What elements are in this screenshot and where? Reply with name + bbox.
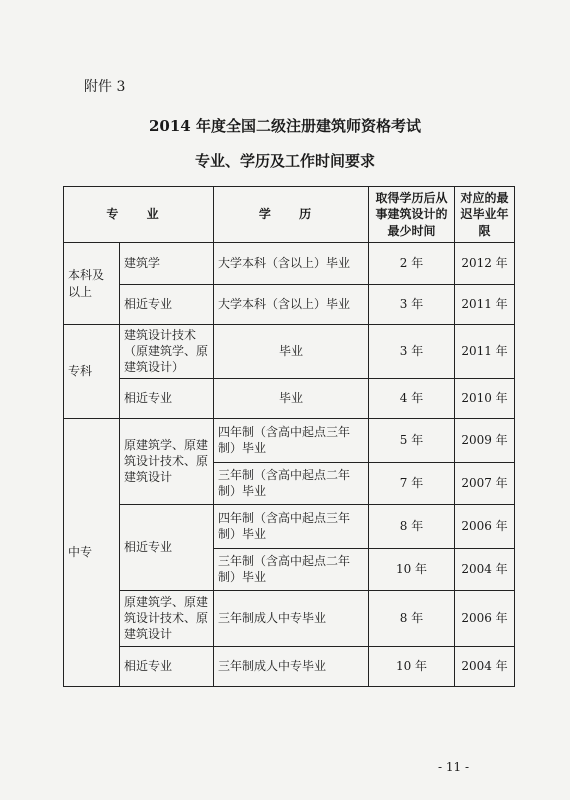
- page-number: - 11 -: [438, 760, 470, 774]
- header-major: 专 业: [64, 187, 214, 243]
- cell-time: 3 年: [369, 285, 455, 325]
- cell-year: 2009 年: [455, 418, 515, 462]
- group-college: 专科: [64, 325, 120, 419]
- table-row: [64, 378, 515, 418]
- cell-major: 相近专业: [120, 504, 214, 590]
- group-bachelor: 本科及以上: [64, 243, 120, 325]
- attachment-label: 附件 3: [84, 79, 126, 95]
- cell-time: 10 年: [369, 548, 455, 590]
- cell-year: 2010 年: [455, 378, 515, 418]
- table-row: [64, 285, 515, 325]
- table-row: [64, 646, 515, 686]
- table-row: [64, 325, 515, 379]
- cell-major: 相近专业: [120, 285, 214, 325]
- cell-major: 建筑设计技术（原建筑学、原建筑设计）: [120, 325, 214, 379]
- cell-education: 大学本科（含以上）毕业: [214, 243, 369, 285]
- cell-year: 2006 年: [455, 504, 515, 548]
- cell-year: 2004 年: [455, 548, 515, 590]
- cell-time: 5 年: [369, 418, 455, 462]
- header-min-time: 取得学历后从事建筑设计的最少时间: [369, 187, 455, 243]
- group-secondary: 中专: [64, 418, 120, 686]
- cell-education: 三年制（含高中起点二年制）毕业: [214, 462, 369, 504]
- cell-year: 2006 年: [455, 590, 515, 646]
- document-subtitle: 专业、学历及工作时间要求: [194, 152, 375, 170]
- cell-year: 2007 年: [455, 462, 515, 504]
- table-row: [64, 590, 515, 646]
- cell-education: 毕业: [214, 378, 369, 418]
- cell-time: 7 年: [369, 462, 455, 504]
- header-latest-year: 对应的最迟毕业年限: [455, 187, 515, 243]
- cell-major: 建筑学: [120, 243, 214, 285]
- cell-education: 四年制（含高中起点三年制）毕业: [214, 418, 369, 462]
- cell-education: 四年制（含高中起点三年制）毕业: [214, 504, 369, 548]
- cell-major: 原建筑学、原建筑设计技术、原建筑设计: [120, 590, 214, 646]
- cell-education: 三年制成人中专毕业: [214, 646, 369, 686]
- cell-education: 大学本科（含以上）毕业: [214, 285, 369, 325]
- cell-year: 2011 年: [455, 285, 515, 325]
- cell-time: 2 年: [369, 243, 455, 285]
- cell-major: 相近专业: [120, 646, 214, 686]
- cell-year: 2012 年: [455, 243, 515, 285]
- cell-education: 三年制（含高中起点二年制）毕业: [214, 548, 369, 590]
- cell-time: 4 年: [369, 378, 455, 418]
- cell-time: 8 年: [369, 590, 455, 646]
- cell-time: 8 年: [369, 504, 455, 548]
- cell-major: 原建筑学、原建筑设计技术、原建筑设计: [120, 418, 214, 504]
- requirements-table: [63, 186, 515, 687]
- table-row: [64, 504, 515, 548]
- table-row: [64, 243, 515, 285]
- cell-major: 相近专业: [120, 378, 214, 418]
- table-header-row: [64, 187, 515, 243]
- cell-education: 毕业: [214, 325, 369, 379]
- cell-year: 2004 年: [455, 646, 515, 686]
- cell-education: 三年制成人中专毕业: [214, 590, 369, 646]
- cell-time: 10 年: [369, 646, 455, 686]
- cell-year: 2011 年: [455, 325, 515, 379]
- document-title: 2014 年度全国二级注册建筑师资格考试: [149, 117, 421, 135]
- header-education: 学 历: [214, 187, 369, 243]
- table-row: [64, 418, 515, 462]
- cell-time: 3 年: [369, 325, 455, 379]
